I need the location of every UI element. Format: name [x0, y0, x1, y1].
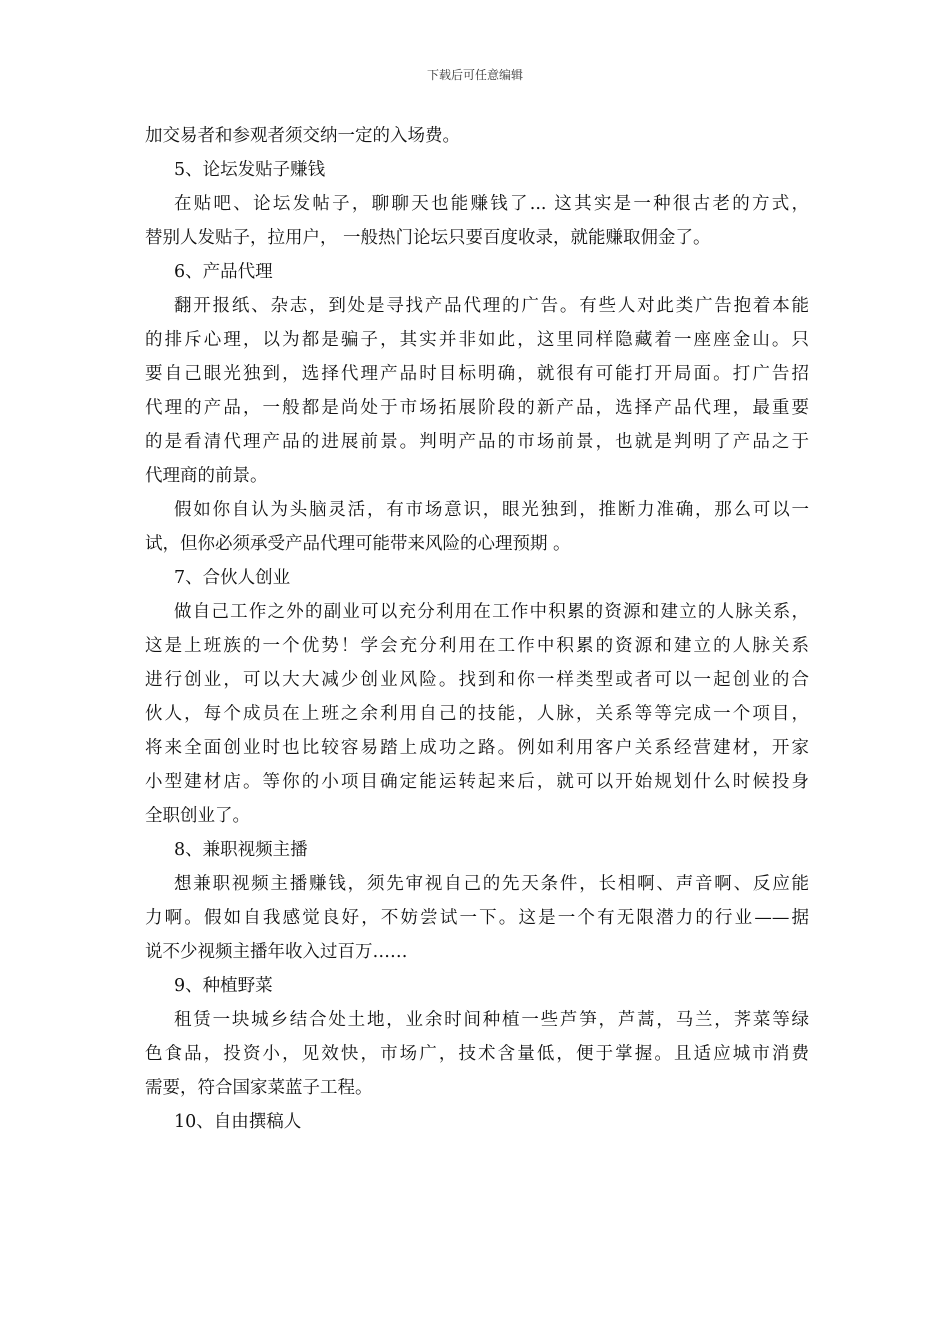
section-heading: 5、论坛发贴子赚钱	[174, 160, 326, 180]
paragraph-line: 做自己工作之外的副业可以充分利用在工作中积累的资源和建立的人脉关系，	[174, 602, 809, 622]
paragraph-line: 想兼职视频主播赚钱，须先审视自己的先天条件，长相啊、声音啊、反应能	[174, 874, 809, 894]
paragraph-line: 翻开报纸、杂志，到处是寻找产品代理的广告。有些人对此类广告抱着本能	[174, 296, 809, 316]
section-heading: 8、兼职视频主播	[174, 840, 308, 860]
paragraph-line: 租赁一块城乡结合处土地，业余时间种植一些芦笋，芦蒿，马兰，荠菜等绿	[174, 1010, 809, 1030]
paragraph-line: 进行创业，可以大大减少创业风险。找到和你一样类型或者可以一起创业的合	[145, 670, 809, 690]
paragraph-line: 将来全面创业时也比较容易踏上成功之路。例如利用客户关系经营建材，开家	[145, 738, 809, 758]
section-heading: 9、种植野菜	[174, 976, 273, 996]
paragraph-line: 要自己眼光独到，选择代理产品时目标明确，就很有可能打开局面。打广告招	[145, 364, 809, 384]
paragraph-line: 伙人，每个成员在上班之余利用自己的技能，人脉，关系等等完成一个项目，	[145, 704, 809, 724]
paragraph-line: 力啊。假如自我感觉良好，不妨尝试一下。这是一个有无限潜力的行业——据	[145, 908, 809, 928]
section-heading: 7、合伙人创业	[174, 568, 291, 588]
paragraph-line: 加交易者和参观者须交纳一定的入场费。	[145, 126, 460, 146]
page-header: 下载后可任意编辑	[426, 68, 523, 82]
paragraph-line: 这是上班族的一个优势！学会充分利用在工作中积累的资源和建立的人脉关系	[145, 636, 809, 656]
paragraph-line: 的排斥心理，以为都是骗子，其实并非如此，这里同样隐藏着一座座金山。只	[145, 330, 809, 350]
paragraph-line: 试，但你必须承受产品代理可能带来风险的心理预期 。	[145, 534, 571, 554]
paragraph-line: 需要，符合国家菜蓝子工程。	[145, 1078, 373, 1098]
paragraph-line: 的是看清代理产品的进展前景。判明产品的市场前景，也就是判明了产品之于	[145, 432, 809, 452]
paragraph-line: 全职创业了。	[145, 806, 250, 826]
paragraph-line: 假如你自认为头脑灵活，有市场意识，眼光独到，推断力准确，那么可以一	[174, 500, 809, 520]
paragraph-line: 代理商的前景。	[145, 466, 268, 486]
paragraph-line: 色食品，投资小，见效快，市场广，技术含量低，便于掌握。且适应城市消费	[145, 1044, 809, 1064]
section-heading: 10、自由撰稿人	[174, 1112, 302, 1132]
document-body	[145, 119, 809, 1139]
paragraph-line: 替别人发贴子，拉用户， 一般热门论坛只要百度收录，就能赚取佣金了。	[145, 228, 711, 248]
paragraph-line: 说不少视频主播年收入过百万……	[145, 942, 408, 962]
section-heading: 6、产品代理	[174, 262, 273, 282]
paragraph-line: 代理的产品，一般都是尚处于市场拓展阶段的新产品，选择产品代理，最重要	[145, 398, 809, 418]
paragraph-line: 在贴吧、论坛发帖子，聊聊天也能赚钱了... 这其实是一种很古老的方式，	[174, 194, 809, 214]
paragraph-line: 小型建材店。等你的小项目确定能运转起来后，就可以开始规划什么时候投身	[145, 772, 809, 792]
